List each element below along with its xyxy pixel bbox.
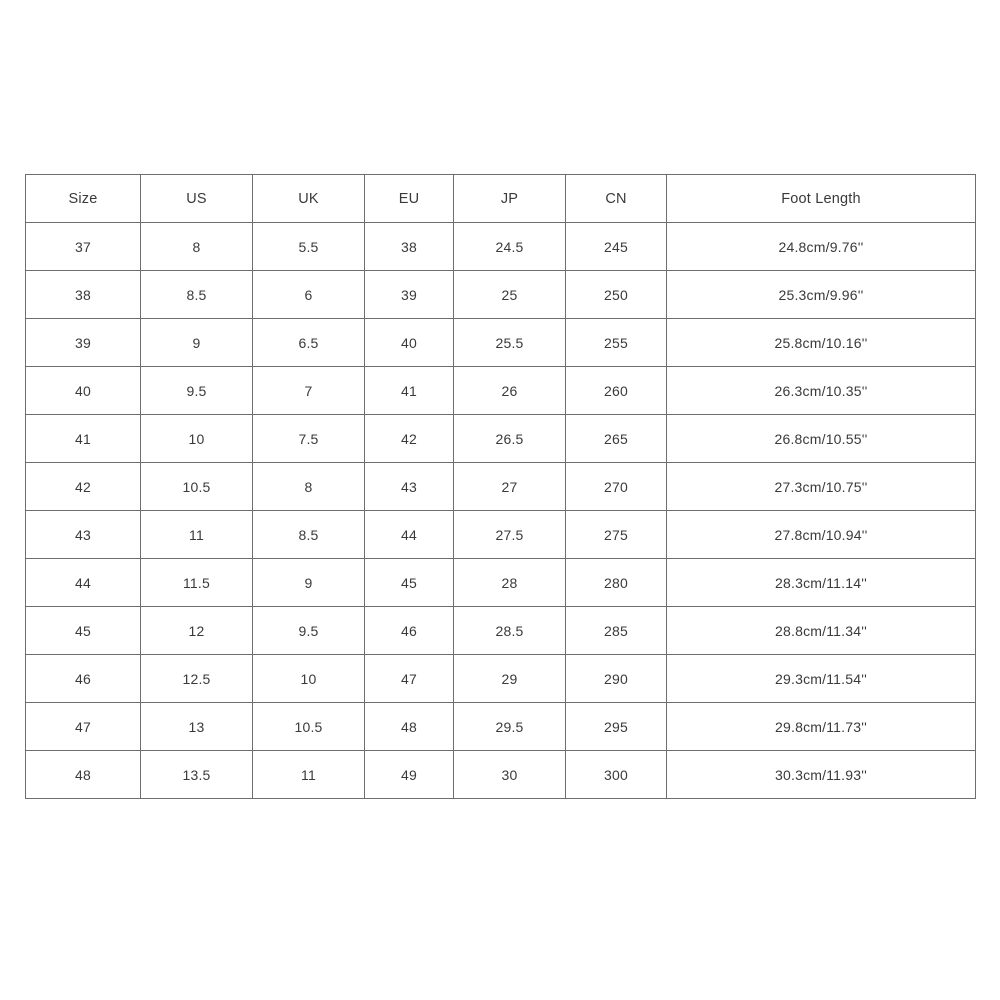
cell-size: 44 xyxy=(26,559,141,607)
cell-foot-length: 26.8cm/10.55'' xyxy=(667,415,976,463)
cell-us: 9.5 xyxy=(141,367,253,415)
cell-us: 10 xyxy=(141,415,253,463)
cell-eu: 46 xyxy=(365,607,454,655)
header-row xyxy=(26,175,976,223)
cell-jp: 29.5 xyxy=(454,703,566,751)
cell-jp: 28 xyxy=(454,559,566,607)
cell-jp: 24.5 xyxy=(454,223,566,271)
cell-jp: 25 xyxy=(454,271,566,319)
cell-cn: 250 xyxy=(566,271,667,319)
cell-eu: 44 xyxy=(365,511,454,559)
cell-us: 8.5 xyxy=(141,271,253,319)
cell-size: 46 xyxy=(26,655,141,703)
size-chart-table xyxy=(25,174,976,799)
cell-eu: 41 xyxy=(365,367,454,415)
cell-eu: 39 xyxy=(365,271,454,319)
cell-size: 43 xyxy=(26,511,141,559)
cell-cn: 295 xyxy=(566,703,667,751)
cell-size: 41 xyxy=(26,415,141,463)
cell-uk: 7.5 xyxy=(253,415,365,463)
cell-foot-length: 28.3cm/11.14'' xyxy=(667,559,976,607)
cell-uk: 8 xyxy=(253,463,365,511)
cell-jp: 27 xyxy=(454,463,566,511)
cell-foot-length: 24.8cm/9.76'' xyxy=(667,223,976,271)
cell-eu: 40 xyxy=(365,319,454,367)
cell-jp: 26 xyxy=(454,367,566,415)
cell-cn: 270 xyxy=(566,463,667,511)
cell-size: 45 xyxy=(26,607,141,655)
table-row xyxy=(26,511,976,559)
table-row xyxy=(26,655,976,703)
table-row xyxy=(26,223,976,271)
cell-eu: 47 xyxy=(365,655,454,703)
table-row xyxy=(26,751,976,799)
cell-cn: 275 xyxy=(566,511,667,559)
cell-uk: 7 xyxy=(253,367,365,415)
cell-uk: 9 xyxy=(253,559,365,607)
cell-jp: 26.5 xyxy=(454,415,566,463)
header-eu: EU xyxy=(365,175,454,223)
cell-cn: 280 xyxy=(566,559,667,607)
cell-size: 37 xyxy=(26,223,141,271)
cell-size: 42 xyxy=(26,463,141,511)
cell-eu: 45 xyxy=(365,559,454,607)
cell-foot-length: 27.3cm/10.75'' xyxy=(667,463,976,511)
cell-cn: 265 xyxy=(566,415,667,463)
cell-uk: 9.5 xyxy=(253,607,365,655)
cell-us: 13 xyxy=(141,703,253,751)
cell-foot-length: 25.8cm/10.16'' xyxy=(667,319,976,367)
header-jp: JP xyxy=(454,175,566,223)
table-header xyxy=(26,175,976,223)
cell-us: 11 xyxy=(141,511,253,559)
table-row xyxy=(26,463,976,511)
cell-jp: 25.5 xyxy=(454,319,566,367)
cell-uk: 10.5 xyxy=(253,703,365,751)
cell-size: 39 xyxy=(26,319,141,367)
cell-foot-length: 30.3cm/11.93'' xyxy=(667,751,976,799)
cell-foot-length: 28.8cm/11.34'' xyxy=(667,607,976,655)
table-row xyxy=(26,559,976,607)
cell-us: 12.5 xyxy=(141,655,253,703)
header-us: US xyxy=(141,175,253,223)
cell-foot-length: 26.3cm/10.35'' xyxy=(667,367,976,415)
cell-us: 10.5 xyxy=(141,463,253,511)
table-row xyxy=(26,271,976,319)
cell-foot-length: 29.3cm/11.54'' xyxy=(667,655,976,703)
cell-eu: 49 xyxy=(365,751,454,799)
header-foot-length: Foot Length xyxy=(667,175,976,223)
cell-cn: 290 xyxy=(566,655,667,703)
cell-uk: 6 xyxy=(253,271,365,319)
table-row xyxy=(26,367,976,415)
cell-uk: 11 xyxy=(253,751,365,799)
cell-uk: 10 xyxy=(253,655,365,703)
cell-uk: 8.5 xyxy=(253,511,365,559)
cell-size: 48 xyxy=(26,751,141,799)
cell-size: 40 xyxy=(26,367,141,415)
cell-eu: 42 xyxy=(365,415,454,463)
header-cn: CN xyxy=(566,175,667,223)
cell-us: 8 xyxy=(141,223,253,271)
table-row xyxy=(26,607,976,655)
cell-us: 9 xyxy=(141,319,253,367)
table-row xyxy=(26,703,976,751)
table-row xyxy=(26,415,976,463)
table-body xyxy=(26,223,976,799)
cell-cn: 260 xyxy=(566,367,667,415)
cell-cn: 300 xyxy=(566,751,667,799)
cell-us: 13.5 xyxy=(141,751,253,799)
table-row xyxy=(26,319,976,367)
cell-eu: 38 xyxy=(365,223,454,271)
cell-us: 11.5 xyxy=(141,559,253,607)
cell-jp: 29 xyxy=(454,655,566,703)
cell-cn: 285 xyxy=(566,607,667,655)
cell-size: 38 xyxy=(26,271,141,319)
cell-cn: 255 xyxy=(566,319,667,367)
cell-jp: 30 xyxy=(454,751,566,799)
header-uk: UK xyxy=(253,175,365,223)
cell-jp: 27.5 xyxy=(454,511,566,559)
cell-uk: 6.5 xyxy=(253,319,365,367)
cell-us: 12 xyxy=(141,607,253,655)
cell-jp: 28.5 xyxy=(454,607,566,655)
cell-eu: 48 xyxy=(365,703,454,751)
header-size: Size xyxy=(26,175,141,223)
cell-foot-length: 25.3cm/9.96'' xyxy=(667,271,976,319)
cell-uk: 5.5 xyxy=(253,223,365,271)
cell-size: 47 xyxy=(26,703,141,751)
cell-foot-length: 29.8cm/11.73'' xyxy=(667,703,976,751)
cell-eu: 43 xyxy=(365,463,454,511)
cell-cn: 245 xyxy=(566,223,667,271)
cell-foot-length: 27.8cm/10.94'' xyxy=(667,511,976,559)
